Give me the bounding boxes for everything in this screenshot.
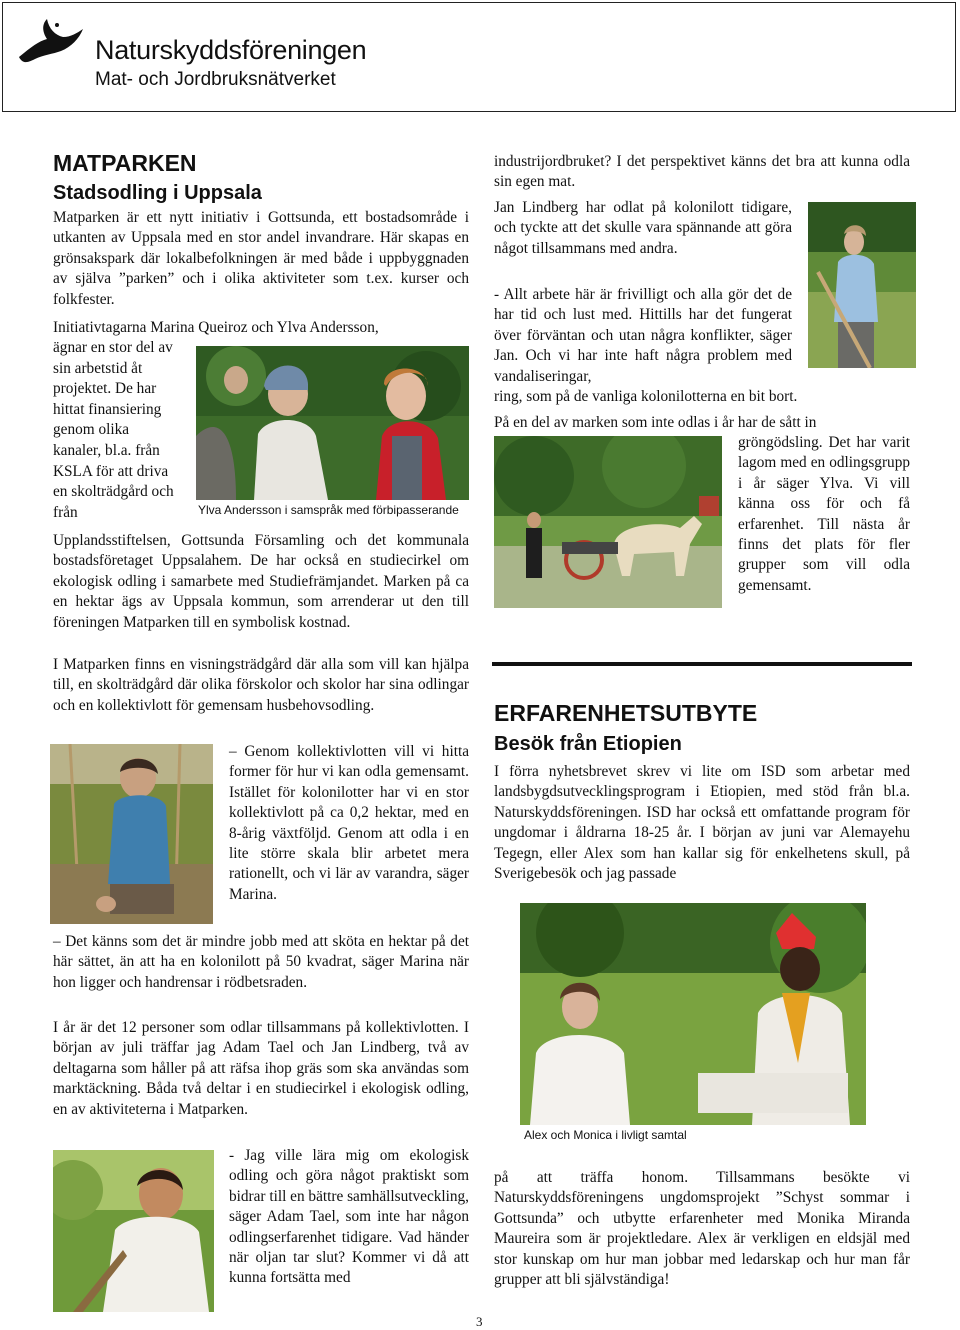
paragraph: I år är det 12 personer som odlar tillsammans på kollektivlotten. I början av juli träffar jag Adam Tael och Jan Lindberg, två av deltagarna som håller på att räfsa ihop gräs som ska användas som marktäckning. Båda två deltar i en studiecirkel i ekologisk odling, en av aktiviteterna i Matparken.: [53, 1019, 469, 1118]
photo-jan: [808, 202, 916, 368]
article-subtitle: Stadsodling i Uppsala: [53, 182, 262, 204]
paragraph: På en del av marken som inte odlas i år har de sått in: [494, 414, 817, 431]
page-number: 3: [476, 1314, 483, 1329]
bird-logo-icon: [17, 17, 85, 69]
photo-caption: Alex och Monica i livligt samtal: [524, 1128, 687, 1142]
org-name: Naturskyddsföreningen: [95, 35, 367, 65]
section-divider: [492, 662, 912, 666]
paragraph: på att träffa honom. Tillsammans besökte vi Naturskyddsföreningens ungdomsprojekt ”Schyst sommar i Gottsunda” och utbytte erfarenheter med Monika Miranda Maureira som är projektledare. Alex är verkligen en eldsjäl med stor kunskap om hur man jobbar med ledarskap och hur man får grupper att bli självständiga!: [494, 1169, 910, 1289]
paragraph: – Det känns som det är mindre jobb med att sköta en hektar på det här sättet, än att ha en kolonilott på 50 kvadrat, säger Marina när hon ligger och handrensar i rödbetsraden.: [53, 933, 469, 991]
paragraph: Matparken är ett nytt initiativ i Gottsunda, ett bostadsområde i utkanten av Uppsala med en stor andel invandrare. Här skapas en grönsakspark där lokalbefolkningen är med både i uppbyggnaden av själva ”parken” och i olika aktiviteter som t.ex. kurser och folkfester.: [53, 209, 469, 308]
paragraph: Initiativtagarna Marina Queiroz och Ylva Andersson,: [53, 319, 379, 336]
paragraph: – Genom kollektivlotten vill vi hitta former för hur vi kan odla gemensamt. Istället för kolonilotter har vi en stor kollektivlott på ca 0,2 hektar, med en 8-årig växtföljd. Genom att odla i en lite större skala blir arbetet mera rationellt, och vi lär av varandra, säger Marina.: [229, 743, 469, 903]
paragraph: Upplandsstiftelsen, Gottsunda Församling och det kommunala bostadsföretaget Uppsalahem. De har också en studiecirkel om ekologisk odling i samarbete med Studiefrämjandet. Marken på ca en hektar ägs av Uppsala kommun, som arrenderar ut den till föreningen Matparken till en symbolisk kostnad.: [53, 532, 469, 631]
paragraph: industrijordbruket? I det perspektivet känns det bra att kunna odla sin egen mat.: [494, 153, 910, 191]
photo-marina: [50, 744, 213, 924]
paragraph: ring, som på de vanliga kolonilotterna en bit bort.: [494, 388, 798, 405]
paragraph: Jan Lindberg har odlat på kolonilott tidigare, och tyckte att det skulle vara spännande att göra något tillsammans med andra.: [494, 199, 792, 257]
article-title: ERFARENHETSUTBYTE: [494, 700, 758, 726]
photo-adam: [53, 1150, 214, 1312]
paragraph: I Matparken finns en visningsträdgård där alla som vill kan hjälpa till, en skolträdgård där olika förskolor och skolor har sina odlingar och en kollektivlott för gemensam husbehovsodling.: [53, 656, 469, 714]
paragraph: I förra nyhetsbrevet skrev vi lite om ISD som arbetar med landsbygdsutvecklingsprogram i Etiopien, med stöd från bl.a. Naturskyddsföreningen. ISD har också ett omfattande program för ungdomar i åldrarna 18-25 år. I början av juni var Alemayehu Tegegn, eller Alex som han kallar sig för enkelhetens skull, på Sverigebesök och jag passade: [494, 763, 910, 883]
org-subtitle: Mat- och Jordbruksnätverket: [95, 69, 336, 90]
paragraph: gröngödsling. Det har varit lagom med en odlingsgrupp i år säger Ylva. Vi vill känna oss för och få erfarenhet. Till nästa år finns det plats för fler grupper som vill odla gemensamt.: [738, 434, 910, 594]
photo-alex-monica: [520, 903, 866, 1125]
paragraph: ägnar en stor del av sin arbetstid åt projektet. De har hittat finansiering genom olika kanaler, bl.a. från KSLA för att driva en skolträdgård och från: [53, 339, 174, 521]
article-title: MATPARKEN: [53, 150, 197, 176]
photo-horse: [494, 436, 722, 608]
paragraph: - Allt arbete här är frivilligt och alla gör det de har tid och lust med. Hittills har det fungerat över förväntan och utan några konflikter, säger Jan. Och vi har inte haft några problem med vandaliseringar,: [494, 286, 792, 385]
photo-ylva: [196, 346, 469, 500]
article-subtitle: Besök från Etiopien: [494, 733, 682, 755]
newsletter-header: [2, 2, 956, 112]
paragraph: - Jag ville lära mig om ekologisk odling och göra något praktiskt som bidrar till en bättre samhällsutveckling, säger Adam Tael, som inte har någon odlingserfarenhet tidigare. Vad händer när oljan tar slut? Kommer vi då att kunna fortsätta med: [229, 1147, 470, 1287]
photo-caption: Ylva Andersson i samspråk med förbipasserande: [198, 503, 459, 517]
